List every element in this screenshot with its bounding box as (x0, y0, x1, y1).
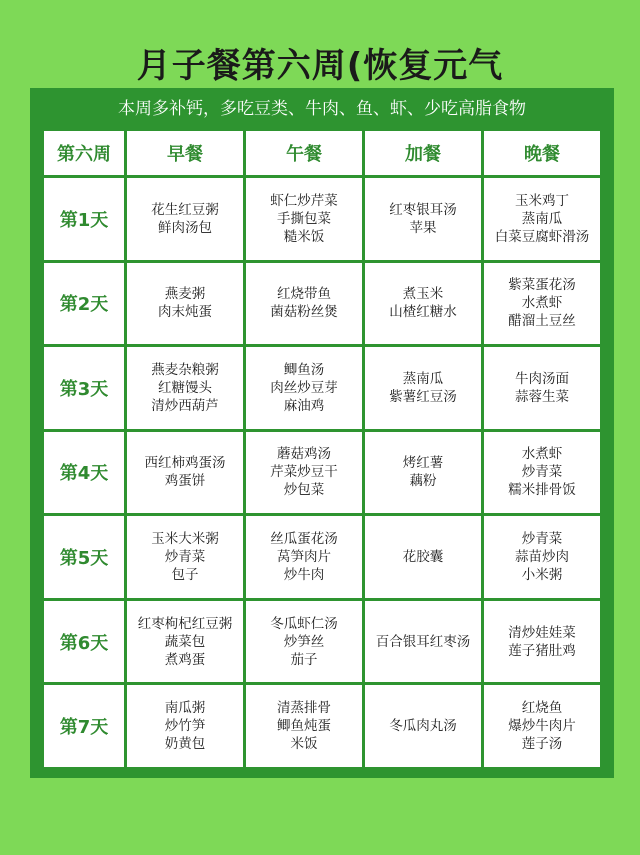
meal-table (41, 128, 603, 770)
dish-item: 炒青菜 (164, 549, 206, 566)
snack-cell (365, 432, 481, 514)
table-row (44, 601, 600, 683)
dish-item: 麻油鸡 (283, 397, 325, 414)
dish-item: 烤红薯 (402, 455, 444, 472)
breakfast-cell (127, 516, 243, 598)
dish-item: 燕麦粥 (164, 286, 206, 303)
dish-item: 炒包菜 (283, 482, 325, 499)
snack-cell (365, 178, 481, 260)
dish-item: 小米粥 (521, 567, 563, 584)
dish-item: 肉末炖蛋 (158, 304, 212, 321)
dish-item: 米饭 (290, 736, 318, 753)
dish-item: 红烧鱼 (521, 700, 563, 717)
dish-item: 芹菜炒豆干 (270, 464, 338, 481)
dinner-cell (484, 178, 600, 260)
dish-item: 红糖馒头 (158, 379, 212, 396)
dish-item: 花胶囊 (402, 549, 444, 566)
dish-item: 炒青菜 (521, 531, 563, 548)
dish-item: 莲子猪肚鸡 (508, 642, 576, 659)
dinner-cell (484, 432, 600, 514)
dish-item: 蘑菇鸡汤 (277, 446, 331, 463)
dish-item: 糙米饭 (283, 228, 325, 245)
dish-item: 醋溜土豆丝 (508, 313, 576, 330)
dinner-cell (484, 516, 600, 598)
dish-item: 包子 (171, 567, 199, 584)
dish-item: 藕粉 (409, 473, 437, 490)
dish-item: 红枣银耳汤 (389, 201, 457, 218)
dish-item: 清炒西葫芦 (151, 397, 219, 414)
dish-item: 花生红豆粥 (151, 201, 219, 218)
dish-item: 冬瓜虾仁汤 (270, 615, 338, 632)
dish-item: 莴笋肉片 (277, 549, 331, 566)
dinner-cell (484, 601, 600, 683)
header-row (44, 131, 600, 175)
dish-item: 莲子汤 (521, 736, 563, 753)
dish-item: 茄子 (290, 651, 318, 668)
header-lunch: 午餐 (246, 131, 362, 175)
page-title: 月子餐第六周(恢复元气 (136, 46, 504, 86)
dish-item: 红烧带鱼 (277, 286, 331, 303)
dish-item: 糯米排骨饭 (508, 482, 576, 499)
dish-item: 白菜豆腐虾滑汤 (494, 228, 590, 245)
dish-item: 蒜蓉生菜 (515, 388, 569, 405)
lunch-cell (246, 178, 362, 260)
breakfast-cell (127, 347, 243, 429)
table-row (44, 347, 600, 429)
snack-cell (365, 685, 481, 767)
dish-item: 燕麦杂粮粥 (151, 361, 219, 378)
day-label: 第3天 (44, 347, 124, 429)
dish-item: 奶黄包 (164, 736, 206, 753)
dish-item: 红枣枸杞红豆粥 (137, 615, 233, 632)
dish-item: 紫菜蛋花汤 (508, 277, 576, 294)
breakfast-cell (127, 432, 243, 514)
dish-item: 煮玉米 (402, 286, 444, 303)
snack-cell (365, 263, 481, 345)
snack-cell (365, 601, 481, 683)
header-week: 第六周 (44, 131, 124, 175)
day-label: 第5天 (44, 516, 124, 598)
dish-item: 鲜肉汤包 (158, 219, 212, 236)
lunch-cell (246, 516, 362, 598)
header-breakfast: 早餐 (127, 131, 243, 175)
dish-item: 玉米大米粥 (151, 531, 219, 548)
dish-item: 鲫鱼炖蛋 (277, 718, 331, 735)
breakfast-cell (127, 685, 243, 767)
menu-panel (30, 88, 614, 778)
dish-item: 牛肉汤面 (515, 370, 569, 387)
dish-item: 煮鸡蛋 (164, 651, 206, 668)
dish-item: 丝瓜蛋花汤 (270, 531, 338, 548)
dinner-cell (484, 263, 600, 345)
dish-item: 爆炒牛肉片 (508, 718, 576, 735)
header-dinner: 晚餐 (484, 131, 600, 175)
dinner-cell (484, 347, 600, 429)
breakfast-cell (127, 263, 243, 345)
snack-cell (365, 516, 481, 598)
lunch-cell (246, 347, 362, 429)
table-row (44, 178, 600, 260)
lunch-cell (246, 601, 362, 683)
dish-item: 炒笋丝 (283, 633, 325, 650)
day-label: 第6天 (44, 601, 124, 683)
dish-item: 鲫鱼汤 (283, 361, 325, 378)
dish-item: 清蒸排骨 (277, 700, 331, 717)
dish-item: 虾仁炒芹菜 (270, 192, 338, 209)
lunch-cell (246, 685, 362, 767)
dish-item: 玉米鸡丁 (515, 192, 569, 209)
breakfast-cell (127, 178, 243, 260)
subtitle: 本周多补钙，多吃豆类、牛肉、鱼、虾、少吃高脂食物 (118, 99, 526, 119)
table-row (44, 432, 600, 514)
day-label: 第7天 (44, 685, 124, 767)
dish-item: 鸡蛋饼 (164, 473, 206, 490)
dish-item: 南瓜粥 (164, 700, 206, 717)
table-row (44, 685, 600, 767)
dish-item: 苹果 (409, 219, 437, 236)
dish-item: 百合银耳红枣汤 (375, 633, 471, 650)
lunch-cell (246, 432, 362, 514)
dish-item: 蒸南瓜 (402, 370, 444, 387)
dish-item: 水煮虾 (521, 446, 563, 463)
dish-item: 蔬菜包 (164, 633, 206, 650)
dish-item: 炒竹笋 (164, 718, 206, 735)
day-label: 第1天 (44, 178, 124, 260)
dish-item: 蒜苗炒肉 (515, 549, 569, 566)
lunch-cell (246, 263, 362, 345)
dish-item: 紫薯红豆汤 (389, 388, 457, 405)
header-snack: 加餐 (365, 131, 481, 175)
dish-item: 冬瓜肉丸汤 (389, 718, 457, 735)
dish-item: 手撕包菜 (277, 210, 331, 227)
dish-item: 炒青菜 (521, 464, 563, 481)
dish-item: 西红柿鸡蛋汤 (144, 455, 226, 472)
dinner-cell (484, 685, 600, 767)
breakfast-cell (127, 601, 243, 683)
day-label: 第4天 (44, 432, 124, 514)
dish-item: 蒸南瓜 (521, 210, 563, 227)
table-row (44, 263, 600, 345)
dish-item: 山楂红糖水 (389, 304, 457, 321)
dish-item: 清炒娃娃菜 (508, 624, 576, 641)
dish-item: 菌菇粉丝煲 (270, 304, 338, 321)
snack-cell (365, 347, 481, 429)
dish-item: 炒牛肉 (283, 567, 325, 584)
dish-item: 肉丝炒豆芽 (270, 379, 338, 396)
day-label: 第2天 (44, 263, 124, 345)
dish-item: 水煮虾 (521, 295, 563, 312)
table-row (44, 516, 600, 598)
